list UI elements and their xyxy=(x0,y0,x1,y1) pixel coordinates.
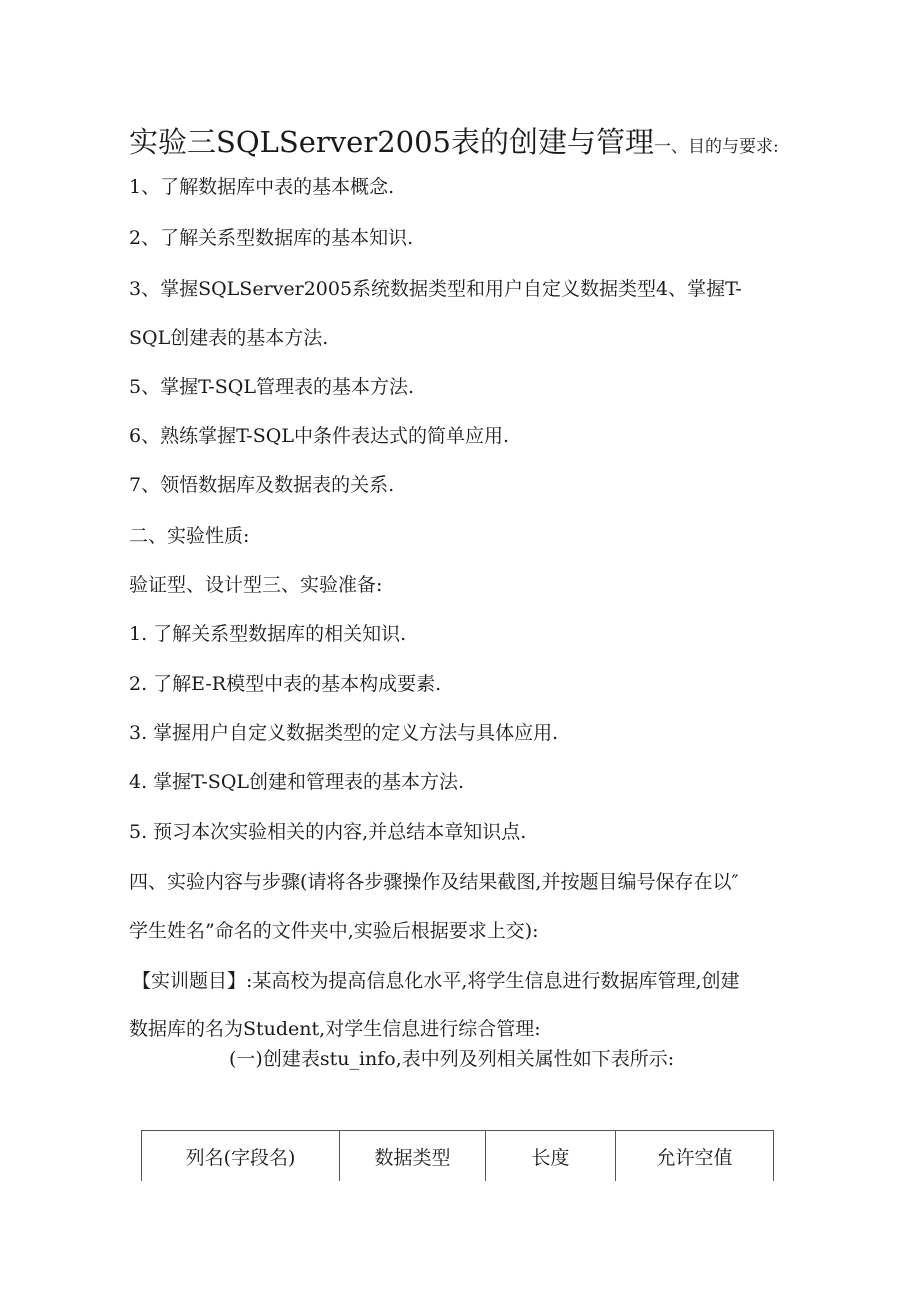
section-1-heading: 一、目的与要求: xyxy=(654,137,779,157)
preparation-2: 2. 了解E-R模型中表的基本构成要素. xyxy=(129,673,442,695)
header-nullable: 允许空值 xyxy=(616,1131,774,1182)
preparation-5: 5. 预习本次实验相关的内容,并总结本章知识点. xyxy=(129,821,527,843)
title-main: 实验三SQLServer2005表的创建与管理 xyxy=(129,125,655,159)
task-line-2: 数据库的名为Student,对学生信息进行综合管理: xyxy=(129,1018,541,1040)
table-header-row xyxy=(142,1131,774,1182)
requirement-1: 1、了解数据库中表的基本概念. xyxy=(129,176,395,198)
section-2-heading: 二、实验性质: xyxy=(129,525,250,547)
task-subheading: (一)创建表stu_info,表中列及列相关属性如下表所示: xyxy=(229,1048,675,1070)
preparation-4: 4. 掌握T-SQL创建和管理表的基本方法. xyxy=(129,771,465,793)
header-length: 长度 xyxy=(486,1131,616,1182)
preparation-1: 1. 了解关系型数据库的相关知识. xyxy=(129,623,407,645)
section-2-text: 验证型、设计型三、实验准备: xyxy=(129,574,383,596)
requirement-3-cont: SQL创建表的基本方法. xyxy=(129,327,329,349)
requirement-7: 7、领悟数据库及数据表的关系. xyxy=(129,474,395,496)
document-title xyxy=(129,120,779,161)
requirement-6: 6、熟练掌握T-SQL中条件表达式的简单应用. xyxy=(129,425,509,447)
section-4-line-2: 学生姓名”命名的文件夹中,实验后根据要求上交): xyxy=(129,920,539,942)
section-4-line-1: 四、实验内容与步骤(请将各步骤操作及结果截图,并按题目编号保存在以″ xyxy=(129,871,739,893)
header-data-type: 数据类型 xyxy=(340,1131,486,1182)
field-table xyxy=(141,1130,774,1181)
requirement-2: 2、了解关系型数据库的基本知识. xyxy=(129,227,414,249)
preparation-3: 3. 掌握用户自定义数据类型的定义方法与具体应用. xyxy=(129,722,559,744)
requirement-5: 5、掌握T-SQL管理表的基本方法. xyxy=(129,376,414,398)
requirement-3: 3、掌握SQLServer2005系统数据类型和用户自定义数据类型4、掌握T- xyxy=(129,278,742,300)
header-column-name: 列名(字段名) xyxy=(142,1131,340,1182)
task-line-1: 【实训题目】:某高校为提高信息化水平,将学生信息进行数据库管理,创建 xyxy=(132,970,740,992)
